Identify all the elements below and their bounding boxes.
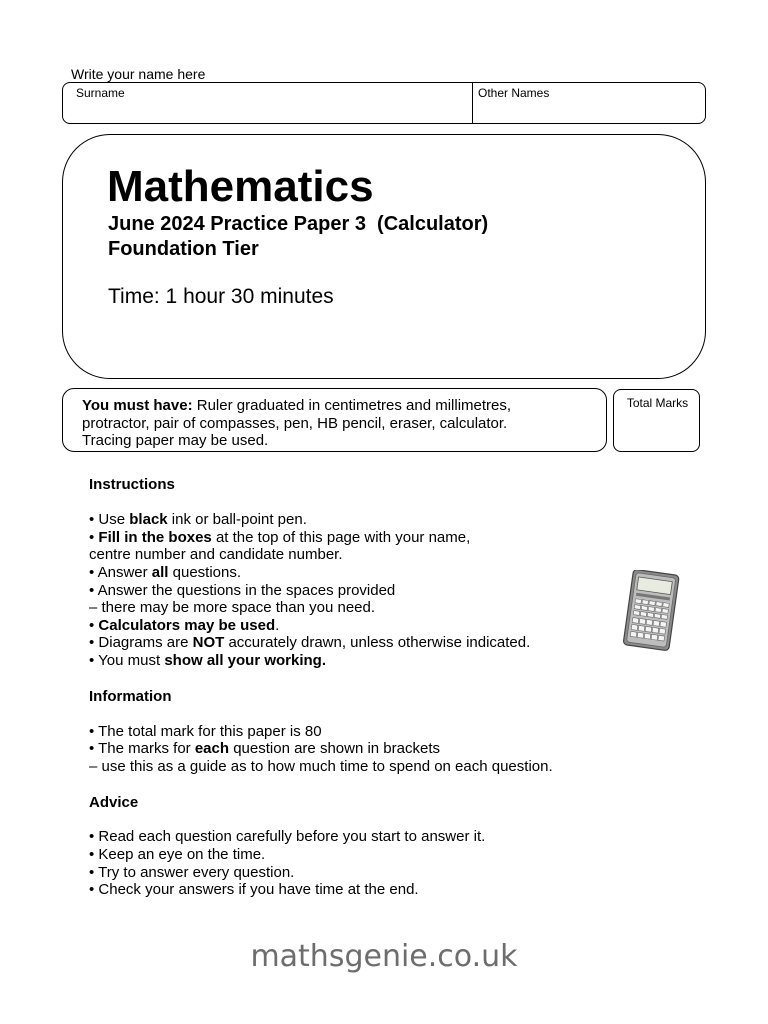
surname-field[interactable]: Surname (76, 86, 125, 100)
instruction-line: • Answer all questions. (89, 564, 242, 581)
instruction-line: • Calculators may be used. (89, 617, 280, 634)
requirements-line3: Tracing paper may be used. (82, 432, 269, 449)
instruction-line: centre number and candidate number. (89, 546, 343, 563)
name-box-divider (472, 83, 473, 123)
paper-title: June 2024 Practice Paper 3 (Calculator) (108, 213, 489, 235)
total-marks-label: Total Marks (626, 396, 689, 410)
instruction-line: • Answer the questions in the spaces provided (89, 582, 396, 599)
advice-line: • Read each question carefully before you start to answer it. (89, 828, 486, 845)
calculator-icon (620, 570, 682, 652)
advice-line: • Try to answer every question. (89, 864, 295, 881)
requirements-line2: protractor, pair of compasses, pen, HB pencil, eraser, calculator. (82, 414, 508, 432)
subject-title: Mathematics (107, 162, 374, 211)
instruction-line: • Diagrams are NOT accurately drawn, unless otherwise indicated. (89, 634, 531, 651)
information-line: – use this as a guide as to how much time to spend on each question. (89, 758, 553, 775)
instruction-line: – there may be more space than you need. (89, 599, 376, 616)
tier-title: Foundation Tier (108, 238, 259, 260)
instructions-heading: Instructions (89, 476, 175, 493)
other-names-field[interactable]: Other Names (478, 86, 550, 100)
instruction-line: • Use black ink or ball-point pen. (89, 511, 307, 528)
requirements-text (82, 397, 602, 450)
total-marks-box[interactable] (613, 389, 700, 452)
instruction-line: • Fill in the boxes at the top of this page with your name, (89, 529, 471, 546)
advice-line: • Keep an eye on the time. (89, 846, 266, 863)
information-heading: Information (89, 688, 172, 705)
information-line: • The marks for each question are shown in brackets (89, 740, 440, 757)
advice-line: • Check your answers if you have time at the end. (89, 881, 419, 898)
requirements-lead: You must have: (82, 397, 193, 414)
name-box (62, 82, 706, 124)
name-prompt: Write your name here (71, 66, 206, 82)
instruction-line: • You must show all your working. (89, 652, 327, 669)
advice-heading: Advice (89, 794, 139, 811)
time-allowed: Time: 1 hour 30 minutes (108, 285, 334, 308)
requirements-line1: Ruler graduated in centimetres and millimetres, (192, 397, 512, 414)
footer-website: mathsgenie.co.uk (250, 939, 518, 974)
information-line: • The total mark for this paper is 80 (89, 723, 322, 740)
